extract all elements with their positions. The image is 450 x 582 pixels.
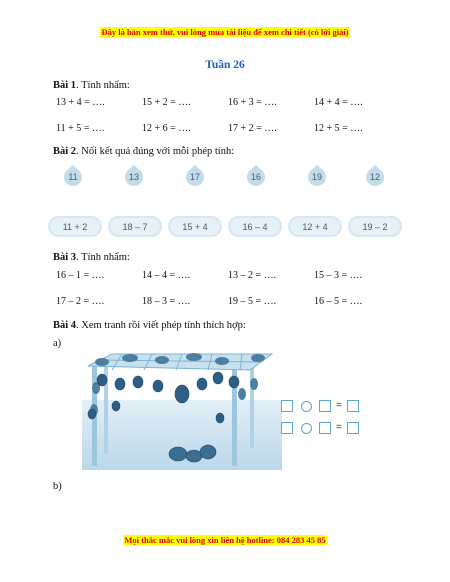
cloud-expression[interactable]: 16 – 4 xyxy=(230,218,280,235)
equals-sign: = xyxy=(336,400,342,411)
expression: 13 – 2 = …. xyxy=(228,270,277,281)
exercise-3-row xyxy=(56,296,416,307)
cloud-expression[interactable]: 18 – 7 xyxy=(110,218,160,235)
exercise-3-label: Bài 3 xyxy=(53,252,77,263)
expression-clouds xyxy=(50,218,400,238)
cloud-expression[interactable]: 12 + 4 xyxy=(290,218,340,235)
exercise-4-instruction: . Xem tranh rồi viết phép tính thích hợp: xyxy=(76,320,246,331)
exercise-1-instruction: . Tính nhẩm: xyxy=(76,80,130,91)
exercise-3-instruction: . Tính nhẩm: xyxy=(76,252,130,263)
equals-sign: = xyxy=(336,422,342,433)
answer-box[interactable] xyxy=(281,422,293,434)
expression: 13 + 4 = …. xyxy=(56,97,105,108)
exercise-2-label: Bài 2 xyxy=(53,146,77,157)
hotline-notice xyxy=(0,535,450,545)
water-drop[interactable]: 17 xyxy=(186,168,204,186)
answer-boxes xyxy=(281,400,366,440)
answer-box[interactable] xyxy=(347,400,359,412)
answer-drops xyxy=(64,168,384,188)
water-drop[interactable]: 11 xyxy=(64,168,82,186)
expression: 14 – 4 = …. xyxy=(142,270,191,281)
expression: 15 – 3 = …. xyxy=(314,270,363,281)
preview-notice-text: Đây là bản xem thử, vui lòng mua tài liệu để xem chi tiết (có lời giải) xyxy=(101,27,349,37)
part-b-label: b) xyxy=(53,481,62,492)
cloud-expression[interactable]: 15 + 4 xyxy=(170,218,220,235)
exercise-1-row xyxy=(56,97,416,108)
water-drop[interactable]: 12 xyxy=(366,168,384,186)
expression: 17 – 2 = …. xyxy=(56,296,105,307)
expression: 16 + 3 = …. xyxy=(228,97,277,108)
cloud-expression[interactable]: 19 – 2 xyxy=(350,218,400,235)
gourd-trellis-illustration xyxy=(82,348,282,470)
answer-box[interactable] xyxy=(281,400,293,412)
expression: 15 + 2 = …. xyxy=(142,97,191,108)
week-title: Tuần 26 xyxy=(205,59,245,71)
answer-box[interactable] xyxy=(319,400,331,412)
exercise-4-label: Bài 4 xyxy=(53,320,77,331)
part-a-label: a) xyxy=(53,338,62,349)
answer-box[interactable] xyxy=(347,422,359,434)
water-drop[interactable]: 13 xyxy=(125,168,143,186)
cloud-expression[interactable]: 11 + 2 xyxy=(50,218,100,235)
operator-circle[interactable] xyxy=(301,423,312,434)
operator-circle[interactable] xyxy=(301,401,312,412)
expression: 18 – 3 = …. xyxy=(142,296,191,307)
expression: 19 – 5 = …. xyxy=(228,296,277,307)
expression: 16 – 5 = …. xyxy=(314,296,363,307)
exercise-1-heading xyxy=(53,80,130,91)
expression: 11 + 5 = …. xyxy=(56,123,105,134)
answer-box[interactable] xyxy=(319,422,331,434)
expression: 17 + 2 = …. xyxy=(228,123,277,134)
preview-notice xyxy=(0,27,450,37)
exercise-4-heading xyxy=(53,320,246,331)
water-drop[interactable]: 19 xyxy=(308,168,326,186)
exercise-2-heading xyxy=(53,146,234,157)
expression: 12 + 5 = …. xyxy=(314,123,363,134)
exercise-1-label: Bài 1 xyxy=(53,80,77,91)
exercise-3-heading xyxy=(53,252,130,263)
hotline-notice-text: Mọi thắc mắc vui lòng xin liên hệ hotline: 084 283 45 85 xyxy=(124,535,326,545)
exercise-2-instruction: . Nối kết quả đúng với mỗi phép tính: xyxy=(76,146,235,157)
water-drop[interactable]: 16 xyxy=(247,168,265,186)
exercise-3-row xyxy=(56,270,416,281)
exercise-1-row xyxy=(56,123,416,134)
expression: 14 + 4 = …. xyxy=(314,97,363,108)
expression: 12 + 6 = …. xyxy=(142,123,191,134)
expression: 16 – 1 = …. xyxy=(56,270,105,281)
